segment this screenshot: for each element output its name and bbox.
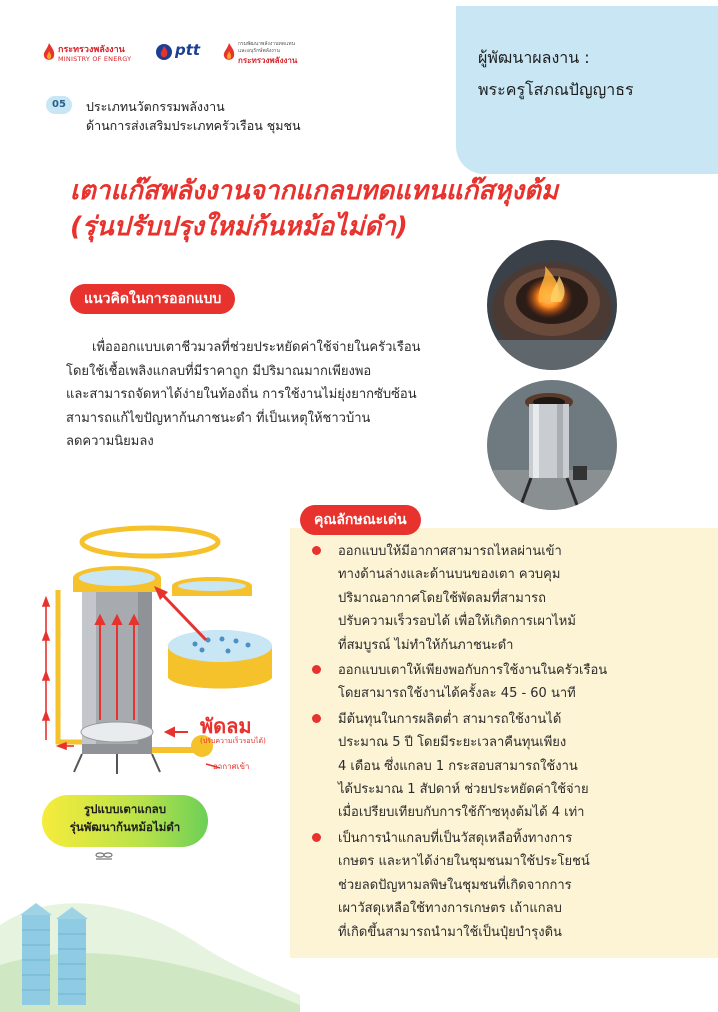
feature-line: เผาวัสดุเหลือใช้ทางการเกษตร เถ้าแกลบ bbox=[338, 901, 562, 917]
fan-sublabel: (ปรับความเร็วรอบได้) bbox=[200, 737, 266, 745]
feature-line: ปริมาณอากาศโดยใช้พัดลมที่สามารถ bbox=[338, 590, 546, 606]
feature-line: ที่เกิดขึ้นสามารถนำมาใช้เป็นปุ๋ยบำรุงดิน bbox=[338, 924, 562, 940]
diagram-caption-line1: รูปแบบเตาแกลบ bbox=[83, 802, 167, 816]
features-heading-pill: คุณลักษณะเด่น bbox=[300, 505, 421, 535]
air-inlet-label: อากาศเข้า bbox=[213, 762, 250, 771]
dragonfly-icon bbox=[96, 853, 112, 859]
feature-item bbox=[312, 659, 712, 706]
category-line2: ด้านการส่งเสริมประเภทครัวเรือน ชุมชน bbox=[86, 118, 301, 133]
header-logos bbox=[42, 40, 332, 70]
page-title: เตาแก๊สพลังงานจากแกลบทดแทนแก๊สหุงต้ม bbox=[70, 176, 559, 206]
concept-line: ลดความนิยมลง bbox=[66, 434, 154, 450]
feature-line: ที่สมบูรณ์ ไม่ทำให้ก้นภาชนะดำ bbox=[338, 637, 514, 653]
feature-item bbox=[312, 540, 712, 657]
flame-icon bbox=[42, 42, 56, 64]
silo-icon bbox=[20, 903, 52, 1005]
feature-item bbox=[312, 827, 712, 944]
ministry-of-energy-logo bbox=[42, 40, 152, 70]
feature-line: ปรับความเร็วรอบได้ เพื่อให้เกิดการเผาไหม้ bbox=[338, 614, 576, 630]
concept-line: โดยใช้เชื้อเพลิงแกลบที่มีราคาถูก มีปริมาณมากเพียงพอ bbox=[66, 363, 372, 379]
bullet-icon bbox=[312, 833, 321, 842]
energy-logo-english: MINISTRY OF ENERGY bbox=[58, 55, 132, 63]
silo-icon bbox=[56, 907, 88, 1005]
dede-logo-line2: และอนุรักษ์พลังงาน bbox=[238, 48, 280, 54]
dede-logo-line3: กระทรวงพลังงาน bbox=[238, 56, 298, 65]
dede-logo bbox=[222, 40, 337, 70]
developer-label: ผู้พัฒนาผลงาน : bbox=[478, 48, 590, 67]
category-number-badge: 05 bbox=[46, 96, 72, 114]
bottom-landscape-illustration bbox=[0, 845, 300, 1012]
feature-line: ช่วยลดปัญหามลพิษในชุมชนที่เกิดจากการ bbox=[338, 877, 572, 893]
stove-flame-photo bbox=[487, 240, 617, 370]
features-list bbox=[312, 540, 712, 946]
feature-line: 4 เดือน ซึ่งแกลบ 1 กระสอบสามารถใช้งาน bbox=[338, 758, 578, 774]
stove-body-photo bbox=[487, 380, 617, 510]
feature-line: ทางด้านล่างและด้านบนของเตา ควบคุม bbox=[338, 567, 561, 583]
ptt-logo bbox=[155, 40, 215, 68]
energy-logo-thai: กระทรวงพลังงาน bbox=[58, 45, 125, 55]
page-subtitle: (รุ่นปรับปรุงใหม่ก้นหม้อไม่ดำ) bbox=[70, 212, 408, 242]
ptt-mark-icon bbox=[155, 43, 173, 61]
feature-line: ได้ประมาณ 1 สัปดาห์ ช่วยประหยัดค่าใช้จ่าย bbox=[338, 782, 589, 798]
concept-line: สามารถแก้ไขปัญหาก้นภาชนะดำ ที่เป็นเหตุให้ชาวบ้าน bbox=[66, 410, 371, 426]
concept-heading-pill: แนวคิดในการออกแบบ bbox=[70, 284, 235, 314]
ptt-logo-text: ptt bbox=[175, 41, 201, 59]
fan-label: พัดลม bbox=[200, 714, 252, 738]
feature-line: มีต้นทุนในการผลิตต่ำ สามารถใช้งานได้ bbox=[338, 711, 562, 727]
bullet-icon bbox=[312, 546, 321, 555]
concept-line: และสามารถจัดหาได้ง่ายในท้องถิ่น การใช้งานไม่ยุ่งยากซับซ้อน bbox=[66, 387, 417, 403]
bullet-icon bbox=[312, 665, 321, 674]
developer-name: พระครูโสภณปัญญาธร bbox=[478, 80, 634, 99]
concept-paragraph bbox=[66, 336, 466, 454]
concept-line: เพื่อออกแบบเตาชีวมวลที่ช่วยประหยัดค่าใช้จ่ายในครัวเรือน bbox=[92, 340, 421, 355]
feature-line: ประมาณ 5 ปี โดยมีระยะเวลาคืนทุนเพียง bbox=[338, 735, 567, 751]
bullet-icon bbox=[312, 714, 321, 723]
flame-icon bbox=[222, 42, 236, 64]
feature-item bbox=[312, 708, 712, 825]
feature-line: เกษตร และหาได้ง่ายในชุมชนมาใช้ประโยชน์ bbox=[338, 854, 590, 870]
feature-line: ออกแบบให้มีอากาศสามารถไหลผ่านเข้า bbox=[338, 544, 562, 559]
diagram-caption-line2: รุ่นพัฒนาก้นหม้อไม่ดำ bbox=[69, 820, 181, 834]
category-line1: ประเภทนวัตกรรมพลังงาน bbox=[86, 99, 225, 114]
dede-logo-line1: กรมพัฒนาพลังงานทดแทน bbox=[238, 41, 295, 47]
feature-line: เป็นการนำแกลบที่เป็นวัสดุเหลือทิ้งทางการ bbox=[338, 830, 573, 846]
feature-line: เมื่อเปรียบเทียบกับการใช้ก๊าซหุงต้มได้ 4 เท่า bbox=[338, 805, 585, 821]
feature-line: ออกแบบเตาให้เพียงพอกับการใช้งานในครัวเรือน bbox=[338, 663, 608, 679]
feature-line: โดยสามารถใช้งานได้ครั้งละ 45 - 60 นาที bbox=[338, 686, 576, 702]
